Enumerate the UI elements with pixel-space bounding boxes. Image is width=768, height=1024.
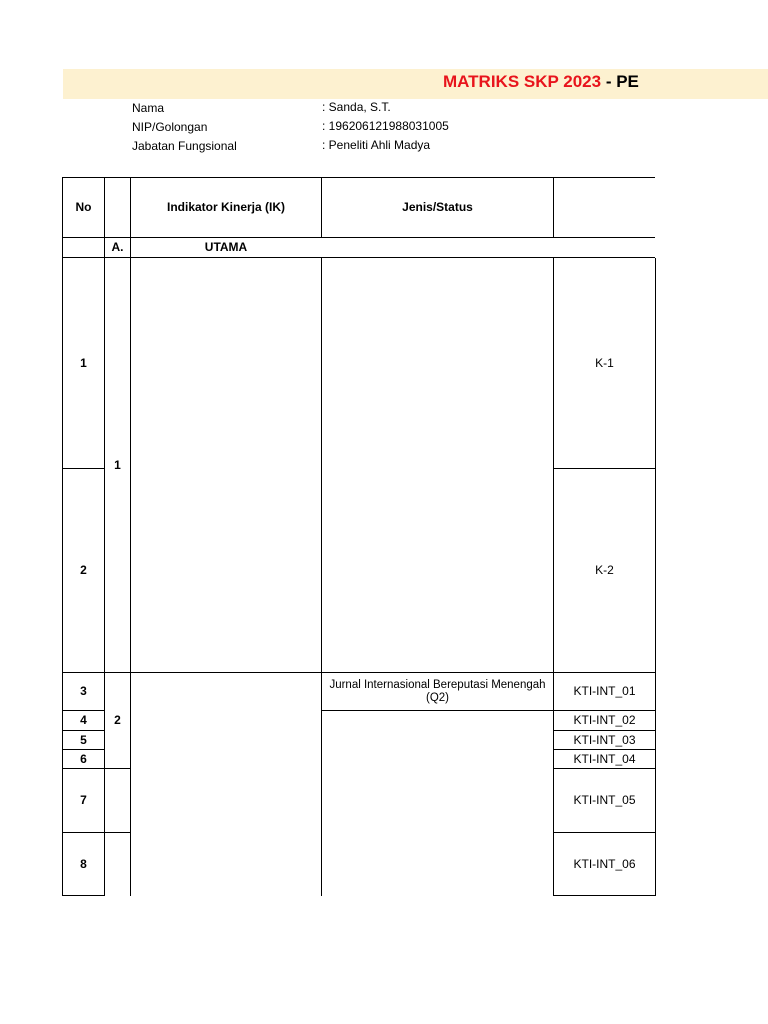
info-label-nama: Nama <box>132 101 165 115</box>
column-header-no: No <box>75 200 92 214</box>
page-title-rest: - PE <box>601 72 639 91</box>
table-border <box>553 177 554 238</box>
row-no: 1 <box>80 355 87 370</box>
info-label-jabatan: Jabatan Fungsional <box>132 139 237 153</box>
row-no: 3 <box>80 684 87 698</box>
column-header-jenis-status: Jenis/Status <box>402 200 473 214</box>
column-header-indikator: Indikator Kinerja (IK) <box>166 200 285 214</box>
info-value-nip: : 196206121988031005 <box>322 119 449 133</box>
indicator-code: KTI-INT_02 <box>573 713 636 727</box>
indicator-code: K-2 <box>595 563 614 577</box>
jenis-status-cell: Jurnal Internasional Bereputasi Menengah (Q2) <box>329 678 546 704</box>
row-no: 2 <box>80 563 87 577</box>
indicator-code: KTI-INT_01 <box>573 684 636 698</box>
group-number: 2 <box>114 713 121 727</box>
indicator-code: K-1 <box>595 355 614 370</box>
section-letter: A. <box>111 240 124 254</box>
indicator-code: KTI-INT_05 <box>573 793 636 807</box>
info-value-nama: : Sanda, S.T. <box>322 100 391 114</box>
page-title <box>443 72 655 92</box>
row-no: 5 <box>80 732 87 747</box>
row-no: 8 <box>80 856 87 871</box>
table-border <box>62 895 105 896</box>
table-border <box>553 895 656 896</box>
row-no: 4 <box>80 713 87 727</box>
indicator-code: KTI-INT_06 <box>573 856 636 871</box>
table-border <box>130 177 131 896</box>
table-border <box>655 258 656 896</box>
indicator-code: KTI-INT_03 <box>573 732 636 747</box>
section-label: UTAMA <box>204 240 248 254</box>
info-value-jabatan: : Peneliti Ahli Madya <box>322 138 431 152</box>
row-no: 6 <box>80 751 87 766</box>
table-border <box>321 258 322 896</box>
row-no: 7 <box>80 793 87 807</box>
group-number: 1 <box>114 457 121 472</box>
page-title-main: MATRIKS SKP 2023 <box>443 72 602 91</box>
title-banner <box>63 69 768 99</box>
indicator-code: KTI-INT_04 <box>573 751 636 766</box>
info-label-nip: NIP/Golongan <box>132 120 208 134</box>
